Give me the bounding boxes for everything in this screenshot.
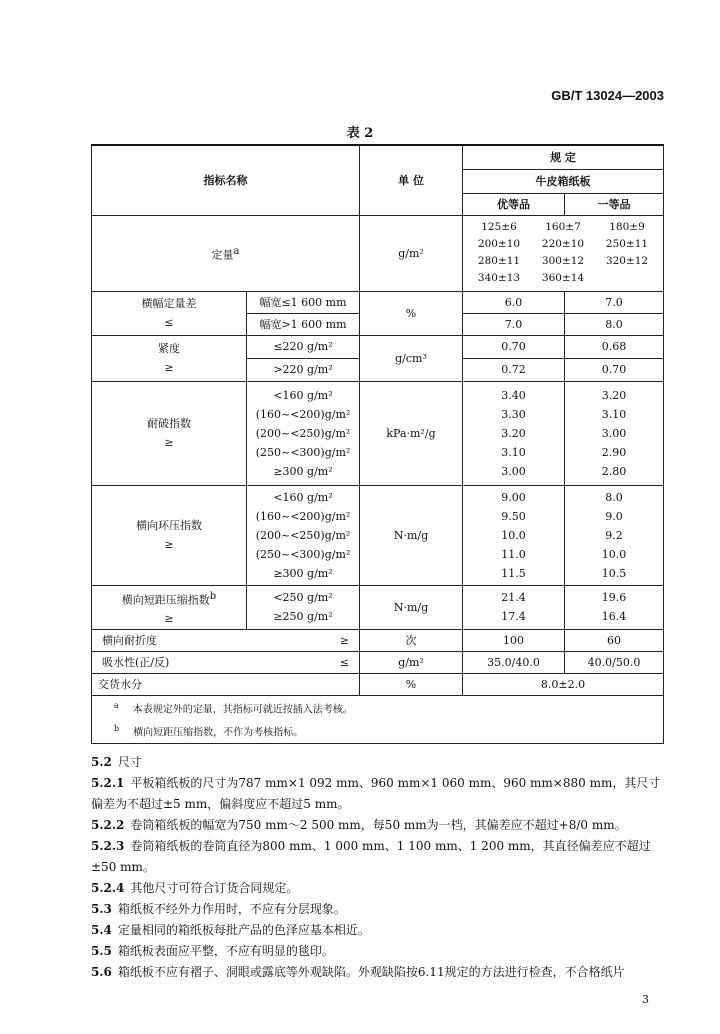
sct-index-first-value: 16.4 xyxy=(601,610,627,624)
col-header-unit: 单 位 xyxy=(360,145,463,215)
burst-index-first xyxy=(565,381,664,485)
basis-weight-value: 220±10 xyxy=(541,238,585,250)
clause xyxy=(91,941,663,962)
moisture-name: 交货水分 xyxy=(92,674,360,696)
ring-crush-superior xyxy=(463,485,565,585)
folding-name: 横向耐折度 xyxy=(102,634,157,648)
burst-index-superior-value: 3.00 xyxy=(501,464,526,478)
sct-index-condition: <250 g/m² xyxy=(273,591,333,605)
basis-weight-name: 定量 xyxy=(211,248,234,262)
footnote xyxy=(114,720,659,742)
clause xyxy=(91,752,663,773)
basis-weight-value: 360±14 xyxy=(541,272,585,284)
density-superior: 0.72 xyxy=(463,358,565,381)
ring-crush-first-value: 10.5 xyxy=(601,566,627,580)
ring-crush-condition: (250~<300)g/m² xyxy=(255,547,351,561)
basis-weight-value: 300±12 xyxy=(541,255,585,267)
burst-index-name: 耐破指数 xyxy=(147,417,191,430)
ring-crush-superior-value: 10.0 xyxy=(501,528,526,542)
clause xyxy=(91,878,663,899)
standard-number: GB/T 13024—2003 xyxy=(551,88,664,103)
sct-index-first xyxy=(565,585,664,630)
col-header-indicator: 指标名称 xyxy=(92,145,360,215)
burst-index-conditions xyxy=(247,381,360,485)
footnote-text: 本表规定外的定量，其指标可就近按插入法考核。 xyxy=(132,704,353,716)
ring-crush-superior-value: 9.00 xyxy=(501,490,526,504)
folding-superior: 100 xyxy=(463,630,565,652)
ring-crush-superior-value: 11.0 xyxy=(501,547,526,561)
burst-index-superior-value: 3.20 xyxy=(501,426,526,440)
ring-crush-condition: (200~<250)g/m² xyxy=(255,528,351,542)
density-label xyxy=(92,335,247,381)
burst-index-condition: (250~<300)g/m² xyxy=(255,445,351,459)
basis-weight-value: 160±7 xyxy=(545,221,581,233)
basis-weight-label xyxy=(92,215,360,291)
ring-crush-condition: ≥300 g/m² xyxy=(273,566,333,580)
sct-index-symbol: ≥ xyxy=(164,612,174,626)
ring-crush-first-value: 8.0 xyxy=(605,490,623,504)
burst-index-first-value: 3.20 xyxy=(601,388,627,402)
sct-index-condition: ≥250 g/m² xyxy=(273,610,333,624)
cd-weight-diff-superior: 6.0 xyxy=(463,291,565,313)
basis-weight-values xyxy=(463,215,664,291)
ring-crush-superior-value: 11.5 xyxy=(501,566,526,580)
clause-number: 5.4 xyxy=(91,923,112,937)
sct-index-note: b xyxy=(209,590,217,602)
basis-weight-unit: g/m² xyxy=(360,215,463,291)
density-first: 0.68 xyxy=(565,335,664,358)
table-title: 表 2 xyxy=(346,126,374,141)
basis-weight-value: 280±11 xyxy=(477,255,521,267)
sct-index-name: 横向短距压缩指数 xyxy=(121,593,210,607)
sct-index-superior-value: 21.4 xyxy=(501,591,526,605)
clause xyxy=(91,962,663,983)
density-symbol: ≥ xyxy=(164,361,174,374)
cd-weight-diff-name: 横幅定量差 xyxy=(141,297,197,310)
ring-crush-first-value: 9.2 xyxy=(605,528,623,542)
basis-weight-value: 250±11 xyxy=(605,238,649,250)
col-header-grade-superior: 优等品 xyxy=(463,193,565,215)
clause-text: 平板箱纸板的尺寸为787 mm×1 092 mm、960 mm×1 060 mm、960 mm×880 mm，其尺寸偏差为不超过±5 mm，偏斜度应不超过5 mm。 xyxy=(91,776,661,811)
clause-number: 5.2.3 xyxy=(91,839,125,853)
cd-weight-diff-first: 7.0 xyxy=(565,291,664,313)
ring-crush-first-value: 10.0 xyxy=(601,547,627,561)
clause-number: 5.2.4 xyxy=(91,881,125,895)
water-absorption-label xyxy=(92,652,360,674)
water-absorption-unit: g/m² xyxy=(360,652,463,674)
clause-number: 5.2.1 xyxy=(91,776,125,790)
cd-weight-diff-superior: 7.0 xyxy=(463,313,565,335)
burst-index-symbol: ≥ xyxy=(164,436,174,449)
cd-weight-diff-symbol: ≤ xyxy=(164,316,174,329)
cd-weight-diff-first: 8.0 xyxy=(565,313,664,335)
burst-index-unit: kPa·m²/g xyxy=(360,381,463,485)
density-superior: 0.70 xyxy=(463,335,565,358)
burst-index-label xyxy=(92,381,247,485)
density-condition: >220 g/m² xyxy=(247,358,360,381)
clause-text: 箱纸板表面应平整，不应有明显的毯印。 xyxy=(117,944,334,958)
burst-index-first-value: 3.00 xyxy=(601,426,627,440)
sct-index-conditions xyxy=(247,585,360,630)
basis-weight-value: 200±10 xyxy=(477,238,521,250)
burst-index-superior-value: 3.30 xyxy=(501,407,526,421)
density-name: 紧度 xyxy=(158,342,180,355)
burst-index-condition: ≥300 g/m² xyxy=(273,464,333,478)
sct-index-superior xyxy=(463,585,565,630)
moisture-value: 8.0±2.0 xyxy=(463,674,664,696)
clause-number: 5.2.2 xyxy=(91,818,125,832)
burst-index-first-value: 2.90 xyxy=(601,445,627,459)
col-header-grade-first: 一等品 xyxy=(565,193,664,215)
ring-crush-first xyxy=(565,485,664,585)
footnote-mark: a xyxy=(114,701,119,711)
ring-crush-superior-value: 9.50 xyxy=(501,509,526,523)
basis-weight-value: 340±13 xyxy=(477,272,521,284)
density-condition: ≤220 g/m² xyxy=(247,335,360,358)
clause xyxy=(91,920,663,941)
col-header-spec: 规 定 xyxy=(463,145,664,169)
clause-text: 卷筒箱纸板的幅宽为750 mm～2 500 mm，每50 mm为一档，其偏差应不超过+8/0 mm。 xyxy=(130,818,627,832)
cd-weight-diff-unit: % xyxy=(360,291,463,335)
sct-index-label xyxy=(92,585,247,630)
folding-label xyxy=(92,630,360,652)
footnote-mark: b xyxy=(114,723,120,733)
clause xyxy=(91,836,663,878)
ring-crush-conditions xyxy=(247,485,360,585)
ring-crush-condition: <160 g/m² xyxy=(273,490,333,504)
clause-number: 5.2 xyxy=(91,755,112,769)
folding-unit: 次 xyxy=(360,630,463,652)
clause xyxy=(91,899,663,920)
moisture-unit: % xyxy=(360,674,463,696)
clause-number: 5.5 xyxy=(91,944,112,958)
basis-weight-value: 125±6 xyxy=(481,221,517,233)
burst-index-first-value: 3.10 xyxy=(601,407,627,421)
cd-weight-diff-condition: 幅宽>1 600 mm xyxy=(247,313,360,335)
sct-index-unit: N·m/g xyxy=(360,585,463,630)
basis-weight-value: 180±9 xyxy=(609,221,645,233)
water-absorption-first: 40.0/50.0 xyxy=(565,652,664,674)
burst-index-condition: (160~<200)g/m² xyxy=(255,407,351,421)
basis-weight-note: a xyxy=(233,245,240,257)
folding-symbol: ≥ xyxy=(339,634,349,648)
spec-table xyxy=(91,144,664,744)
ring-crush-symbol: ≥ xyxy=(164,538,174,551)
clause-text: 其他尺寸可符合订货合同规定。 xyxy=(130,881,299,895)
footnote-text: 横向短距压缩指数，不作为考核指标。 xyxy=(133,726,304,738)
burst-index-condition: (200~<250)g/m² xyxy=(255,426,351,440)
burst-index-superior-value: 3.40 xyxy=(501,388,526,402)
cd-weight-diff-condition: 幅宽≤1 600 mm xyxy=(247,291,360,313)
sct-index-first-value: 19.6 xyxy=(601,591,627,605)
ring-crush-label xyxy=(92,485,247,585)
density-unit: g/cm³ xyxy=(360,335,463,381)
clause-text: 定量相同的箱纸板每批产品的色泽应基本相近。 xyxy=(117,923,370,937)
clause-text: 尺寸 xyxy=(117,755,142,769)
folding-first: 60 xyxy=(565,630,664,652)
clause xyxy=(91,815,663,836)
burst-index-superior-value: 3.10 xyxy=(501,445,526,459)
clause-text: 箱纸板不应有褶子、洞眼或露底等外观缺陷。外观缺陷按6.11规定的方法进行检查，不合格纸片 xyxy=(117,965,625,979)
clause-number: 5.6 xyxy=(91,965,112,979)
water-absorption-name: 吸水性(正/反) xyxy=(102,656,170,670)
sct-index-superior-value: 17.4 xyxy=(501,610,526,624)
ring-crush-first-value: 9.0 xyxy=(605,509,623,523)
water-absorption-symbol: ≤ xyxy=(339,656,349,670)
cd-weight-diff-label xyxy=(92,291,247,335)
ring-crush-name: 横向环压指数 xyxy=(136,519,202,532)
body-text xyxy=(91,752,663,983)
clause-number: 5.3 xyxy=(91,902,112,916)
col-header-product: 牛皮箱纸板 xyxy=(463,169,664,193)
water-absorption-superior: 35.0/40.0 xyxy=(463,652,565,674)
ring-crush-unit: N·m/g xyxy=(360,485,463,585)
table-footnotes xyxy=(92,696,664,744)
page-number: 3 xyxy=(642,993,649,1006)
clause-text: 箱纸板不经外力作用时，不应有分层现象。 xyxy=(117,902,346,916)
burst-index-condition: <160 g/m² xyxy=(273,388,333,402)
footnote xyxy=(114,697,659,719)
clause-text: 卷筒箱纸板的卷筒直径为800 mm、1 000 mm、1 100 mm、1 200 mm，其直径偏差应不超过±50 mm。 xyxy=(91,839,651,874)
burst-index-first-value: 2.80 xyxy=(601,464,627,478)
basis-weight-value: 320±12 xyxy=(605,255,649,267)
density-first: 0.70 xyxy=(565,358,664,381)
clause xyxy=(91,773,663,815)
burst-index-superior xyxy=(463,381,565,485)
ring-crush-condition: (160~<200)g/m² xyxy=(255,509,351,523)
